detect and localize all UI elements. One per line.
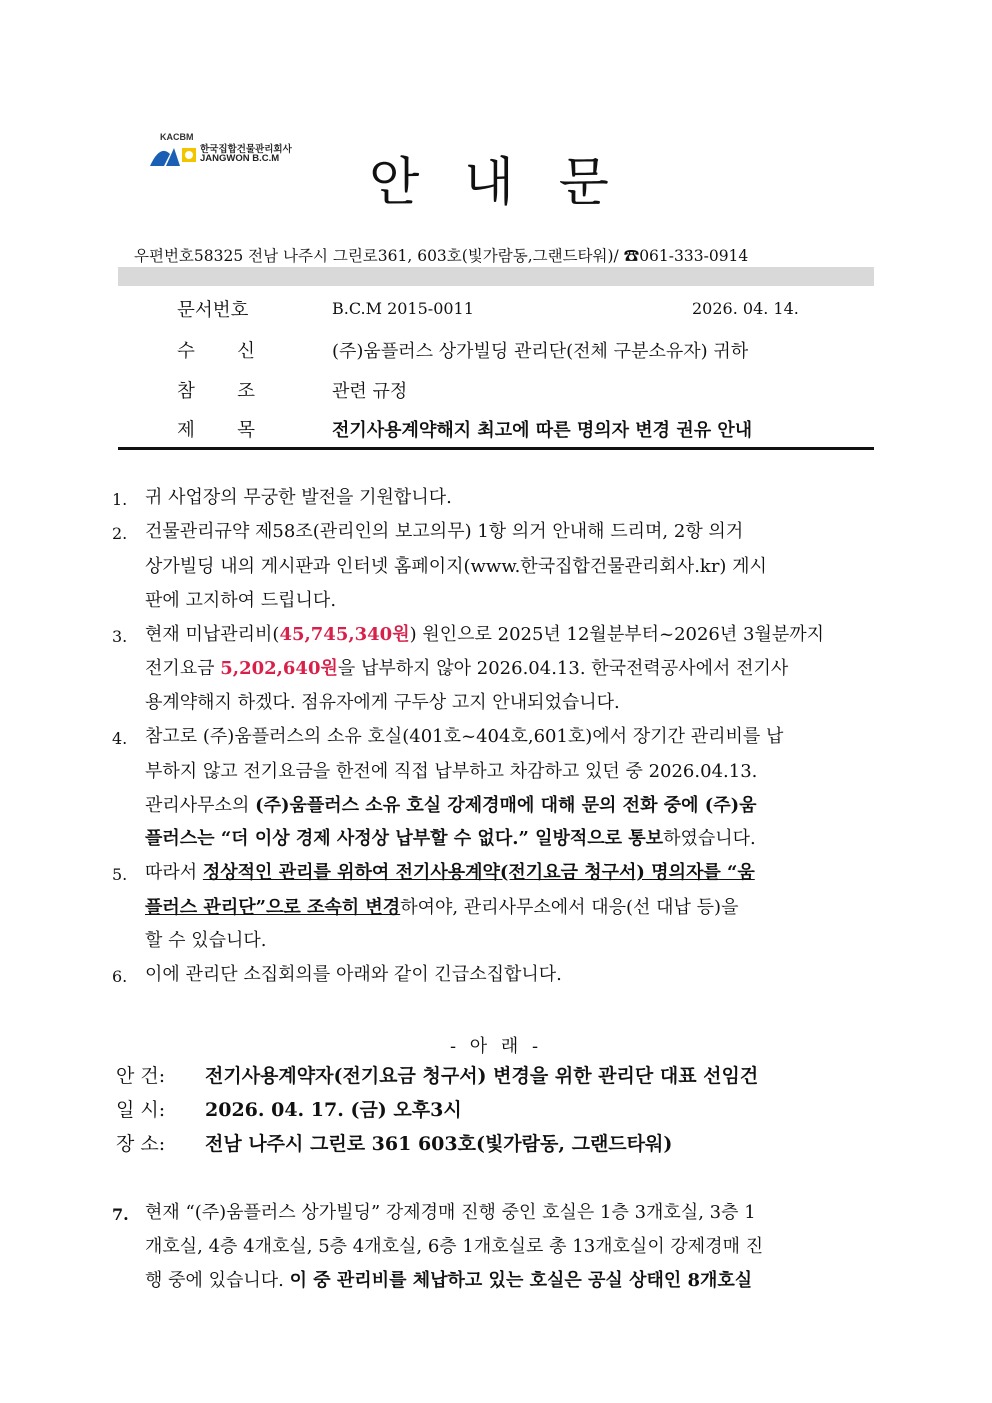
item-5-line-1 bbox=[145, 864, 755, 882]
sender-address: 우편번호58325 전남 나주시 그린로361, 603호(빛가람동,그랜드타워)/ ☎061-333-0914 bbox=[134, 247, 749, 265]
reference-label: 참 조 bbox=[177, 381, 255, 402]
item-2-line-3: 판에 고지하여 드립니다. bbox=[145, 590, 337, 611]
datetime-label: 일 시: bbox=[116, 1099, 166, 1121]
item-4-line-1: 참고로 (주)움플러스의 소유 호실(401호~404호,601호)에서 장기간 관리비를 납 bbox=[145, 726, 784, 747]
item-number: 1. bbox=[112, 490, 128, 509]
text-part: 하여야, 관리사무소에서 대응(선 대납 등)을 bbox=[400, 897, 739, 918]
item-number: 3. bbox=[112, 627, 128, 646]
item-1-text: 귀 사업장의 무궁한 발전을 기원합니다. bbox=[145, 487, 452, 508]
item-4-line-4 bbox=[145, 830, 756, 848]
text-part-bold-underline: 정상적인 관리를 위하여 전기사용계약(전기요금 청구서) 명의자를 “움 bbox=[202, 862, 755, 883]
recipient-label: 수 신 bbox=[177, 341, 255, 362]
text-part: 관리사무소의 bbox=[145, 795, 256, 816]
meeting-place: 전남 나주시 그린로 361 603호(빛가람동, 그랜드타워) bbox=[205, 1133, 673, 1155]
unpaid-fee-amount: 45,745,340원 bbox=[279, 624, 410, 645]
item-number: 4. bbox=[112, 729, 128, 748]
subject-label: 제 목 bbox=[177, 420, 255, 441]
place-label: 장 소: bbox=[116, 1133, 166, 1155]
text-part: 하였습니다. bbox=[663, 828, 756, 849]
text-part: 을 납부하지 않아 2026.04.13. 한국전력공사에서 전기사 bbox=[337, 658, 789, 679]
meeting-datetime: 2026. 04. 17. (금) 오후3시 bbox=[205, 1099, 462, 1121]
item-5-line-2 bbox=[145, 899, 738, 917]
below-heading: - 아 래 - bbox=[449, 1036, 543, 1057]
reference: 관련 규정 bbox=[332, 381, 408, 402]
item-5-line-3: 할 수 있습니다. bbox=[145, 930, 267, 951]
document-title: 안 내 문 bbox=[369, 153, 623, 213]
item-number: 6. bbox=[112, 967, 128, 986]
item-4-line-2: 부하지 않고 전기요금을 한전에 직접 납부하고 차감하고 있던 중 2026.04.13. bbox=[145, 761, 758, 782]
electricity-fee-amount: 5,202,640원 bbox=[220, 658, 338, 679]
text-part-bold: 이 중 관리비를 체납하고 있는 호실은 공실 상태인 8개호실 bbox=[289, 1270, 753, 1291]
logo-name-en: JANGWON B.C.M bbox=[200, 153, 280, 164]
doc-no: B.C.M 2015-0011 bbox=[332, 299, 474, 318]
item-2-line-2: 상가빌딩 내의 게시판과 인터넷 홈페이지(www.한국집합건물관리회사.kr) 게시 bbox=[145, 556, 767, 577]
item-7-line-2: 개호실, 4층 4개호실, 5층 4개호실, 6층 1개호실로 총 13개호실이 강제경매 진 bbox=[145, 1236, 764, 1257]
divider-band bbox=[118, 267, 874, 286]
item-6-text: 이에 관리단 소집회의를 아래와 같이 긴급소집합니다. bbox=[145, 964, 562, 985]
item-7-line-1: 현재 “(주)움플러스 상가빌딩” 강제경매 진행 중인 호실은 1층 3개호실, 3층 1 bbox=[145, 1202, 756, 1223]
recipient: (주)움플러스 상가빌딩 관리단(전체 구분소유자) 귀하 bbox=[332, 341, 749, 362]
doc-no-label: 문서번호 bbox=[177, 300, 249, 321]
subject: 전기사용계약해지 최고에 따른 명의자 변경 권유 안내 bbox=[332, 420, 753, 441]
doc-date: 2026. 04. 14. bbox=[692, 299, 799, 318]
item-3-line-2 bbox=[145, 660, 788, 678]
item-7-line-3 bbox=[145, 1272, 752, 1290]
text-part-bold-underline: 플러스 관리단”으로 조속히 변경 bbox=[145, 897, 401, 918]
item-4-line-3 bbox=[145, 797, 757, 815]
item-number: 7. bbox=[112, 1205, 129, 1224]
logo-abbr: KACBM bbox=[160, 132, 194, 142]
agenda-label: 안 건: bbox=[116, 1065, 166, 1087]
header-rule bbox=[118, 447, 874, 450]
agenda: 전기사용계약자(전기요금 청구서) 변경을 위한 관리단 대표 선임건 bbox=[205, 1065, 759, 1087]
item-3-line-1 bbox=[145, 626, 824, 644]
text-part: 따라서 bbox=[145, 862, 203, 883]
item-3-line-3: 용계약해지 하겠다. 점유자에게 구두상 고지 안내되었습니다. bbox=[145, 692, 620, 713]
text-part: 현재 미납관리비( bbox=[145, 624, 280, 645]
text-part-bold: 플러스는 “더 이상 경제 사정상 납부할 수 없다.” 일방적으로 통보 bbox=[145, 828, 664, 849]
text-part: 전기요금 bbox=[145, 658, 221, 679]
text-part: 행 중에 있습니다. bbox=[145, 1270, 290, 1291]
item-number: 2. bbox=[112, 524, 128, 543]
text-part: ) 원인으로 2025년 12월분부터~2026년 3월분까지 bbox=[409, 624, 824, 645]
text-part-bold: (주)움플러스 소유 호실 강제경매에 대해 문의 전화 중에 (주)움 bbox=[255, 795, 757, 816]
item-number: 5. bbox=[112, 865, 128, 884]
logo-name-ko: 한국집합건물관리회사 bbox=[200, 144, 292, 155]
item-2-line-1: 건물관리규약 제58조(관리인의 보고의무) 1항 의거 안내해 드리며, 2항 의거 bbox=[145, 521, 744, 542]
